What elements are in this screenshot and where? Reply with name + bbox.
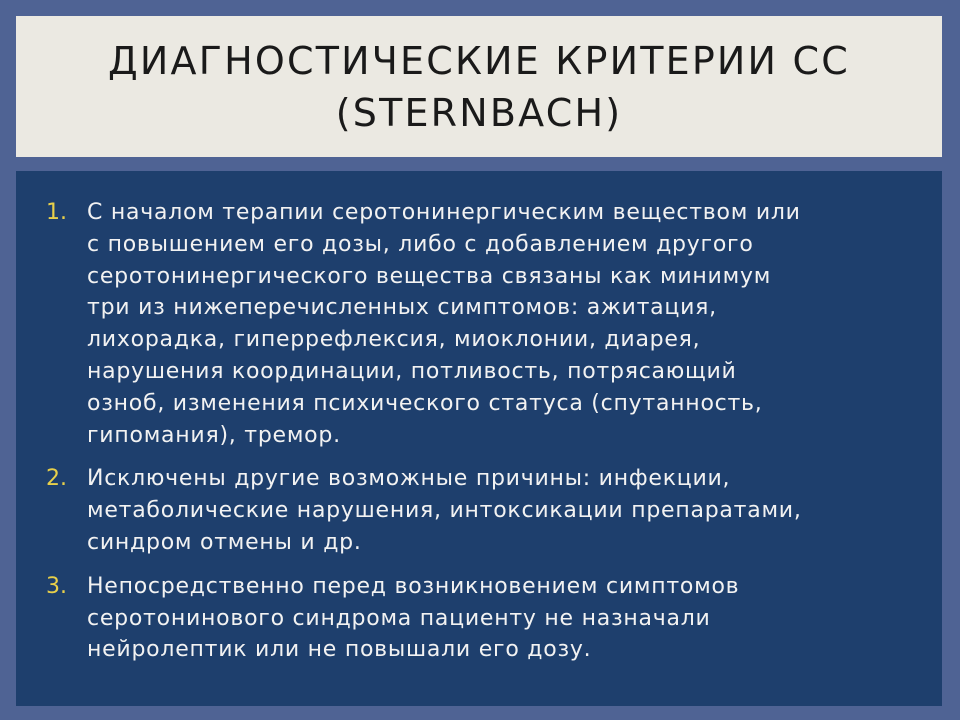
criteria-text-2: Исключены другие возможные причины: инфекции, метаболические нарушения, интоксикации препаратами, синдром отмены и др.	[87, 466, 802, 555]
criteria-list	[46, 197, 918, 666]
criteria-number-2: 2.	[46, 466, 67, 492]
criteria-item-1	[46, 197, 918, 451]
slide-title	[108, 35, 850, 139]
slide-title-line-2: (STERNBACH)	[335, 90, 623, 135]
criteria-text-1: С началом терапии серотонинергическим веществом или с повышением его дозы, либо с добавлением другого серотонинергического вещества связаны как минимум три из нижеперечисленных симптомов: ажитация, лихорадка, гиперрефлексия, миоклонии, диарея, нарушения координации, потливость, потрясающий озноб, изменения психического статуса (спутанность, гипомания), тремор.	[87, 200, 801, 448]
slide-title-line-1: ДИАГНОСТИЧЕСКИЕ КРИТЕРИИ СС	[108, 38, 850, 83]
criteria-number-3: 3.	[46, 573, 67, 599]
title-panel	[16, 16, 942, 157]
content-panel	[16, 171, 942, 706]
criteria-number-1: 1.	[46, 200, 67, 225]
criteria-item-2	[46, 463, 918, 558]
criteria-item-3	[46, 571, 918, 666]
criteria-text-3: Непосредственно перед возникновением симптомов серотонинового синдрома пациенту не назначали нейролептик или не повышали его дозу.	[87, 573, 740, 663]
